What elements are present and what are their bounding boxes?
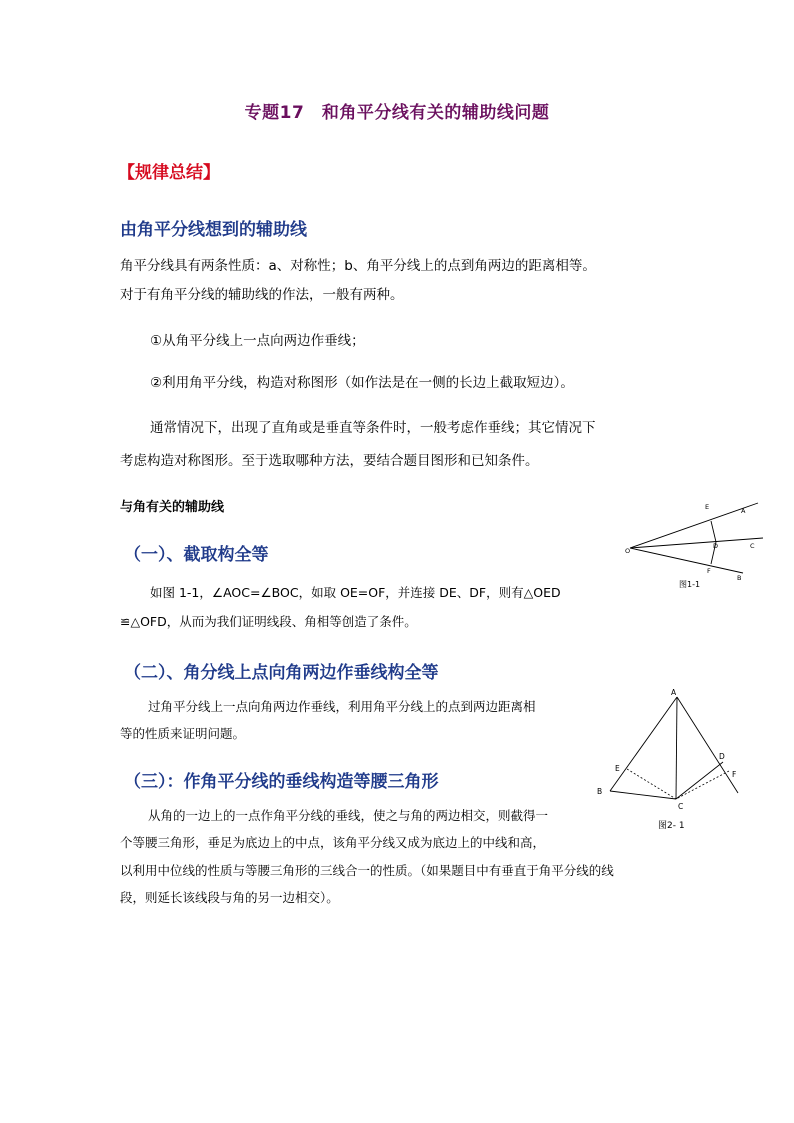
advice-line-2: 考虑构造对称图形。至于选取哪种方法，要结合题目图形和已知条件。 — [120, 453, 539, 469]
part1-heading: （一）、截取构全等 — [124, 545, 269, 565]
perpendicular-ce — [627, 769, 676, 799]
figure-2-1-caption: 图2- 1 — [658, 821, 685, 831]
label-c: C — [750, 542, 755, 550]
segment-bc — [610, 791, 676, 799]
section-heading: 由角平分线想到的辅助线 — [120, 220, 307, 240]
label-c2: C — [678, 802, 684, 811]
label-d2: D — [719, 752, 725, 761]
ray-ob — [630, 548, 743, 573]
label-d: D — [713, 542, 719, 550]
method-2: ②利用角平分线，构造对称图形（如作法是在一侧的长边上截取短边）。 — [150, 375, 574, 391]
part3-heading: （三）：作角平分线的垂线构造等腰三角形 — [124, 772, 439, 792]
method-1: ①从角平分线上一点向两边作垂线； — [150, 333, 365, 349]
label-f: F — [707, 567, 711, 575]
bisector-ac — [676, 697, 677, 799]
part3-line-2: 个等腰三角形，垂足为底边上的中点，该角平分线又成为底边上的中线和高， — [120, 835, 546, 850]
figure-1-1-caption: 图1-1 — [679, 580, 701, 589]
label-b: B — [737, 574, 742, 582]
intro-line-2: 对于有角平分线的辅助线的作法，一般有两种。 — [120, 287, 404, 303]
part2-line-1: 过角平分线上一点向角两边作垂线，利用角平分线上的点到两边距离相 — [148, 699, 536, 714]
perpendicular-cf — [676, 771, 729, 799]
label-a2: A — [671, 688, 677, 697]
label-e2: E — [615, 764, 620, 773]
ray-oc — [630, 538, 763, 548]
segment-ed — [711, 521, 716, 542]
ray-oa — [630, 503, 758, 548]
label-e: E — [705, 503, 710, 511]
figure-2-1 — [590, 685, 750, 835]
label-f2: F — [732, 770, 737, 779]
part2-line-2: 等的性质来证明问题。 — [120, 726, 246, 741]
part2-heading: （二）、角分线上点向角两边作垂线构全等 — [124, 663, 439, 683]
summary-heading: 【规律总结】 — [118, 163, 220, 183]
label-a: A — [741, 507, 746, 515]
part1-line-2: ≌△OFD，从而为我们证明线段、角相等创造了条件。 — [120, 614, 417, 629]
part3-line-1: 从角的一边上的一点作角平分线的垂线，使之与角的两边相交，则截得一 — [148, 808, 549, 823]
label-b2: B — [597, 787, 603, 796]
part1-line-1: 如图 1-1，∠AOC=∠BOC，如取 OE=OF，并连接 DE、DF，则有△OED — [150, 585, 561, 600]
label-o: O — [625, 547, 631, 555]
ray-ad — [677, 697, 738, 793]
part3-line-4: 段，则延长该线段与角的另一边相交）。 — [120, 890, 339, 905]
side-ab — [610, 697, 677, 791]
figure-1-1 — [615, 495, 775, 595]
angle-heading: 与角有关的辅助线 — [120, 500, 225, 515]
segment-cd — [676, 762, 723, 799]
page-title: 专题17 和角平分线有关的辅助线问题 — [244, 103, 550, 123]
intro-line-1: 角平分线具有两条性质：a、对称性；b、角平分线上的点到角两边的距离相等。 — [120, 258, 596, 274]
advice-line-1: 通常情况下，出现了直角或是垂直等条件时，一般考虑作垂线；其它情况下 — [150, 420, 596, 436]
part3-line-3: 以利用中位线的性质与等腰三角形的三线合一的性质。（如果题目中有垂直于角平分线的线 — [120, 863, 614, 878]
